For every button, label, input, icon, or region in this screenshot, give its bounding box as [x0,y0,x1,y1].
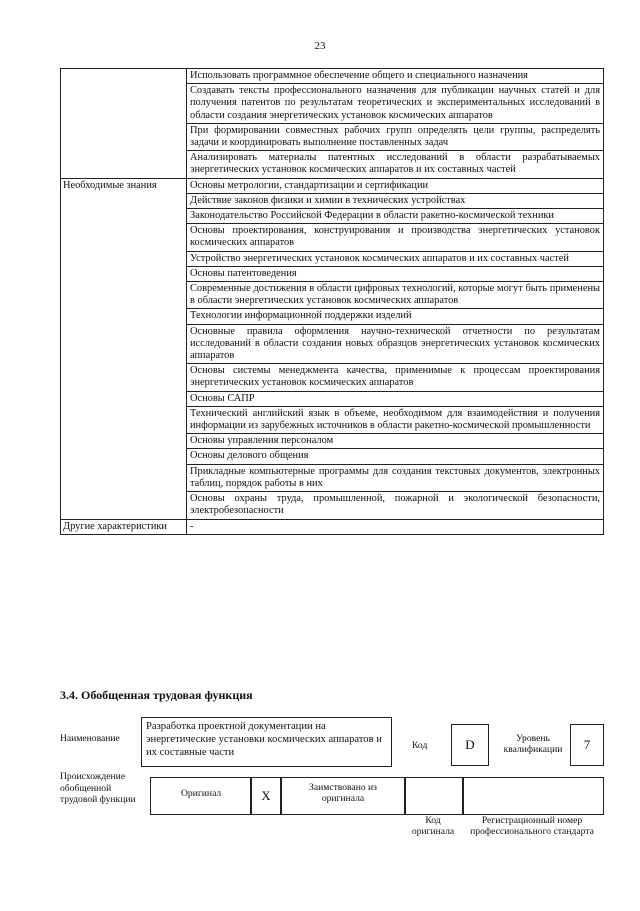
row-text: Основы системы менеджмента качества, применимые к процессам проектирования энергетических установок космических аппаратов [187,364,604,391]
row-text: Основы управления персоналом [187,434,604,449]
original-mark: X [250,777,282,815]
section-heading: 3.4. Обобщенная трудовая функция [60,688,253,702]
row-text: Основы патентоведения [187,266,604,281]
qualification-level-value: 7 [570,724,604,766]
code-label: Код [412,740,428,751]
row-text: Основы САПР [187,391,604,406]
row-text: Устройство энергетических установок космических аппаратов и их составных частей [187,251,604,266]
borrowed-cell [280,777,406,815]
row-text: Основы метрологии, стандартизации и сертификации [187,178,604,193]
row-text: Основы делового общения [187,449,604,464]
row-group-label: Другие характеристики [61,519,187,534]
row-group-label: Необходимые знания [61,178,187,519]
competency-table [60,68,604,535]
qualification-level-label: Уровень квалификации [503,733,563,755]
borrowed-label: Заимствовано из оригинала [309,782,377,804]
code-original-label: Код оригинала [411,815,455,837]
row-text: Современные достижения в области цифровых технологий, которые могут быть применены в области энергетических установок космических аппаратов [187,282,604,309]
code-original-cell [404,777,464,815]
row-text: Основные правила оформления научно-технической отчетности по результатам исследований в области создания новых образцов энергетических установок космических аппаратов [187,324,604,364]
row-text: Технологии информационной поддержки изделий [187,309,604,324]
row-text: Прикладные компьютерные программы для создания текстовых документов, электронных таблиц, порядок работы в них [187,464,604,491]
name-label: Наименование [60,733,120,744]
row-text: Основы проектирования, конструирования и производства энергетических установок космических аппаратов [187,224,604,251]
page-number: 23 [314,40,326,52]
row-text: - [187,519,604,534]
reg-number-label: Регистрационный номер профессионального стандарта [470,815,594,837]
origin-label: Происхождение обобщенной трудовой функции [60,771,136,805]
function-name-box [141,717,392,767]
reg-number-cell [462,777,604,815]
row-text: Использовать программное обеспечение общего и специального назначения [187,69,604,84]
table-row [61,519,604,534]
original-label: Оригинал [181,788,222,799]
row-text: Технический английский язык в объеме, необходимом для взаимодействия и получения информации из зарубежных источников в области ракетно-космической промышленности [187,406,604,433]
table-row [61,178,604,193]
row-text: Анализировать материалы патентных исследований в области разрабатываемых энергетических установок космических аппаратов и их составных частей [187,151,604,178]
function-name-text: Разработка проектной документации на энергетические установки космических аппаратов и их составные части [146,721,382,758]
row-text: Основы охраны труда, промышленной, пожарной и экологической безопасности, электробезопасности [187,492,604,519]
code-value: D [451,724,489,766]
row-text: Действие законов физики и химии в технических устройствах [187,193,604,208]
row-text: При формировании совместных рабочих групп определять цели группы, распределять задачи и координировать выполнение поставленных задач [187,123,604,150]
table-row [61,69,604,84]
row-text: Законодательство Российской Федерации в области ракетно-космической техники [187,209,604,224]
row-group-label [61,69,187,179]
original-cell [150,777,252,815]
row-text: Создавать тексты профессионального назначения для публикации научных статей и для получения патентов по результатам теоретических и экспериментальных исследований в области создания энергетических установок космических аппаратов [187,84,604,124]
